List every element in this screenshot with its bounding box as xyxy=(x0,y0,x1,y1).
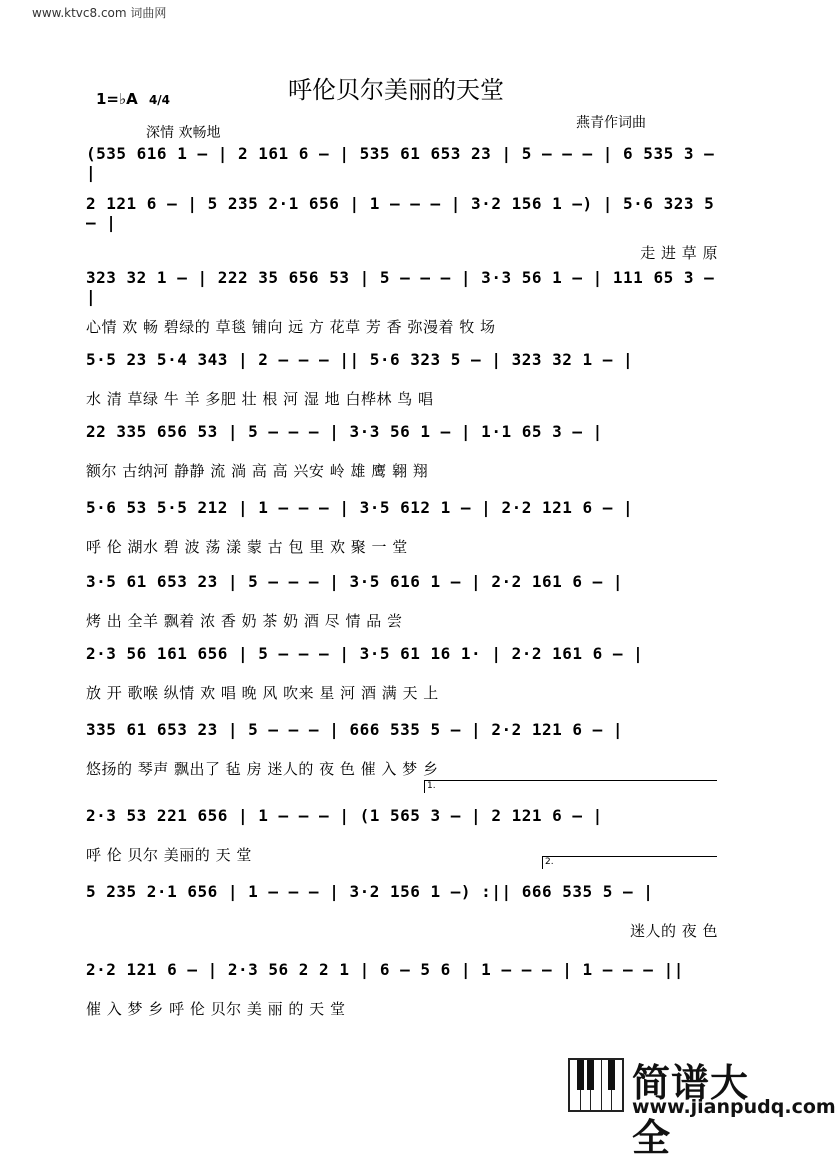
notation-line: 2·3 53 221 656 | 1 – – – | (1 565 3 – | 2 121 6 – | xyxy=(86,805,603,825)
volta-second-ending: 2. xyxy=(542,856,717,869)
lyrics-line: 呼 伦 贝尔 美丽的 天 堂 xyxy=(86,846,252,864)
lyrics-line: 烤 出 全羊 飘着 浓 香 奶 茶 奶 酒 尽 情 品 尝 xyxy=(86,612,403,630)
notation-line: 2·3 56 161 656 | 5 – – – | 3·5 61 16 1· | 2·2 161 6 – | xyxy=(86,643,644,663)
lyrics-line: 走 进 草 原 xyxy=(640,244,718,262)
lyrics-line: 悠扬的 琴声 飘出了 毡 房 迷人的 夜 色 催 入 梦 乡 xyxy=(86,760,439,778)
notation-line: 335 61 653 23 | 5 – – – | 666 535 5 – | 2·2 121 6 – | xyxy=(86,719,624,739)
logo-url: www.jianpudq.com xyxy=(632,1096,836,1118)
lyrics-line: 催 入 梦 乡 呼 伦 贝尔 美 丽 的 天 堂 xyxy=(86,1000,346,1018)
notation-line: 3·5 61 653 23 | 5 – – – | 3·5 616 1 – | 2·2 161 6 – | xyxy=(86,571,624,591)
notation-line: 2·2 121 6 – | 2·3 56 2 2 1 | 6 – 5 6 | 1 – – – | 1 – – – || xyxy=(86,959,684,979)
volta-first-ending: 1. xyxy=(424,780,717,793)
piano-icon xyxy=(568,1058,624,1112)
notation-line: (535 616 1 – | 2 161 6 – | 535 61 653 23 | 5 – – – | 6 535 3 – | xyxy=(86,144,715,182)
key-signature xyxy=(96,90,170,108)
notation-line: 22 335 656 53 | 5 – – – | 3·3 56 1 – | 1·1 65 3 – | xyxy=(86,421,603,441)
notation-line: 5 235 2·1 656 | 1 – – – | 3·2 156 1 –) :|| 666 535 5 – | xyxy=(86,881,654,901)
notation-line: 2 121 6 – | 5 235 2·1 656 | 1 – – – | 3·2 156 1 –) | 5·6 323 5 – | xyxy=(86,194,715,232)
tempo-marking: 深情 欢畅地 xyxy=(146,125,221,141)
logo-title: 简谱大全 xyxy=(632,1061,750,1160)
lyrics-line: 迷人的 夜 色 xyxy=(629,922,718,940)
notation-line: 5·6 53 5·5 212 | 1 – – – | 3·5 612 1 – | 2·2 121 6 – | xyxy=(86,497,634,517)
lyrics-line: 放 开 歌喉 纵情 欢 唱 晚 风 吹来 星 河 酒 满 天 上 xyxy=(86,684,439,702)
lyrics-line: 心情 欢 畅 碧绿的 草毯 铺向 远 方 花草 芳 香 弥漫着 牧 场 xyxy=(86,318,496,336)
key-label: 1=♭A xyxy=(96,90,138,108)
time-signature: 4/4 xyxy=(148,93,171,107)
site-url[interactable]: www.ktvc8.com 词曲网 xyxy=(32,6,167,20)
song-title: 呼伦贝尔美丽的天堂 xyxy=(288,76,504,104)
composer-credit: 燕青作词曲 xyxy=(576,115,646,131)
notation-line: 5·5 23 5·4 343 | 2 – – – || 5·6 323 5 – | 323 32 1 – | xyxy=(86,349,634,369)
notation-line: 323 32 1 – | 222 35 656 53 | 5 – – – | 3·3 56 1 – | 111 65 3 – | xyxy=(86,268,715,306)
lyrics-line: 呼 伦 湖水 碧 波 荡 漾 蒙 古 包 里 欢 聚 一 堂 xyxy=(86,538,408,556)
site-logo[interactable] xyxy=(568,1052,836,1160)
lyrics-line: 水 清 草绿 牛 羊 多肥 壮 根 河 湿 地 白桦林 鸟 唱 xyxy=(86,390,434,408)
lyrics-line: 额尔 古纳河 静静 流 淌 高 高 兴安 岭 雄 鹰 翱 翔 xyxy=(86,462,429,480)
